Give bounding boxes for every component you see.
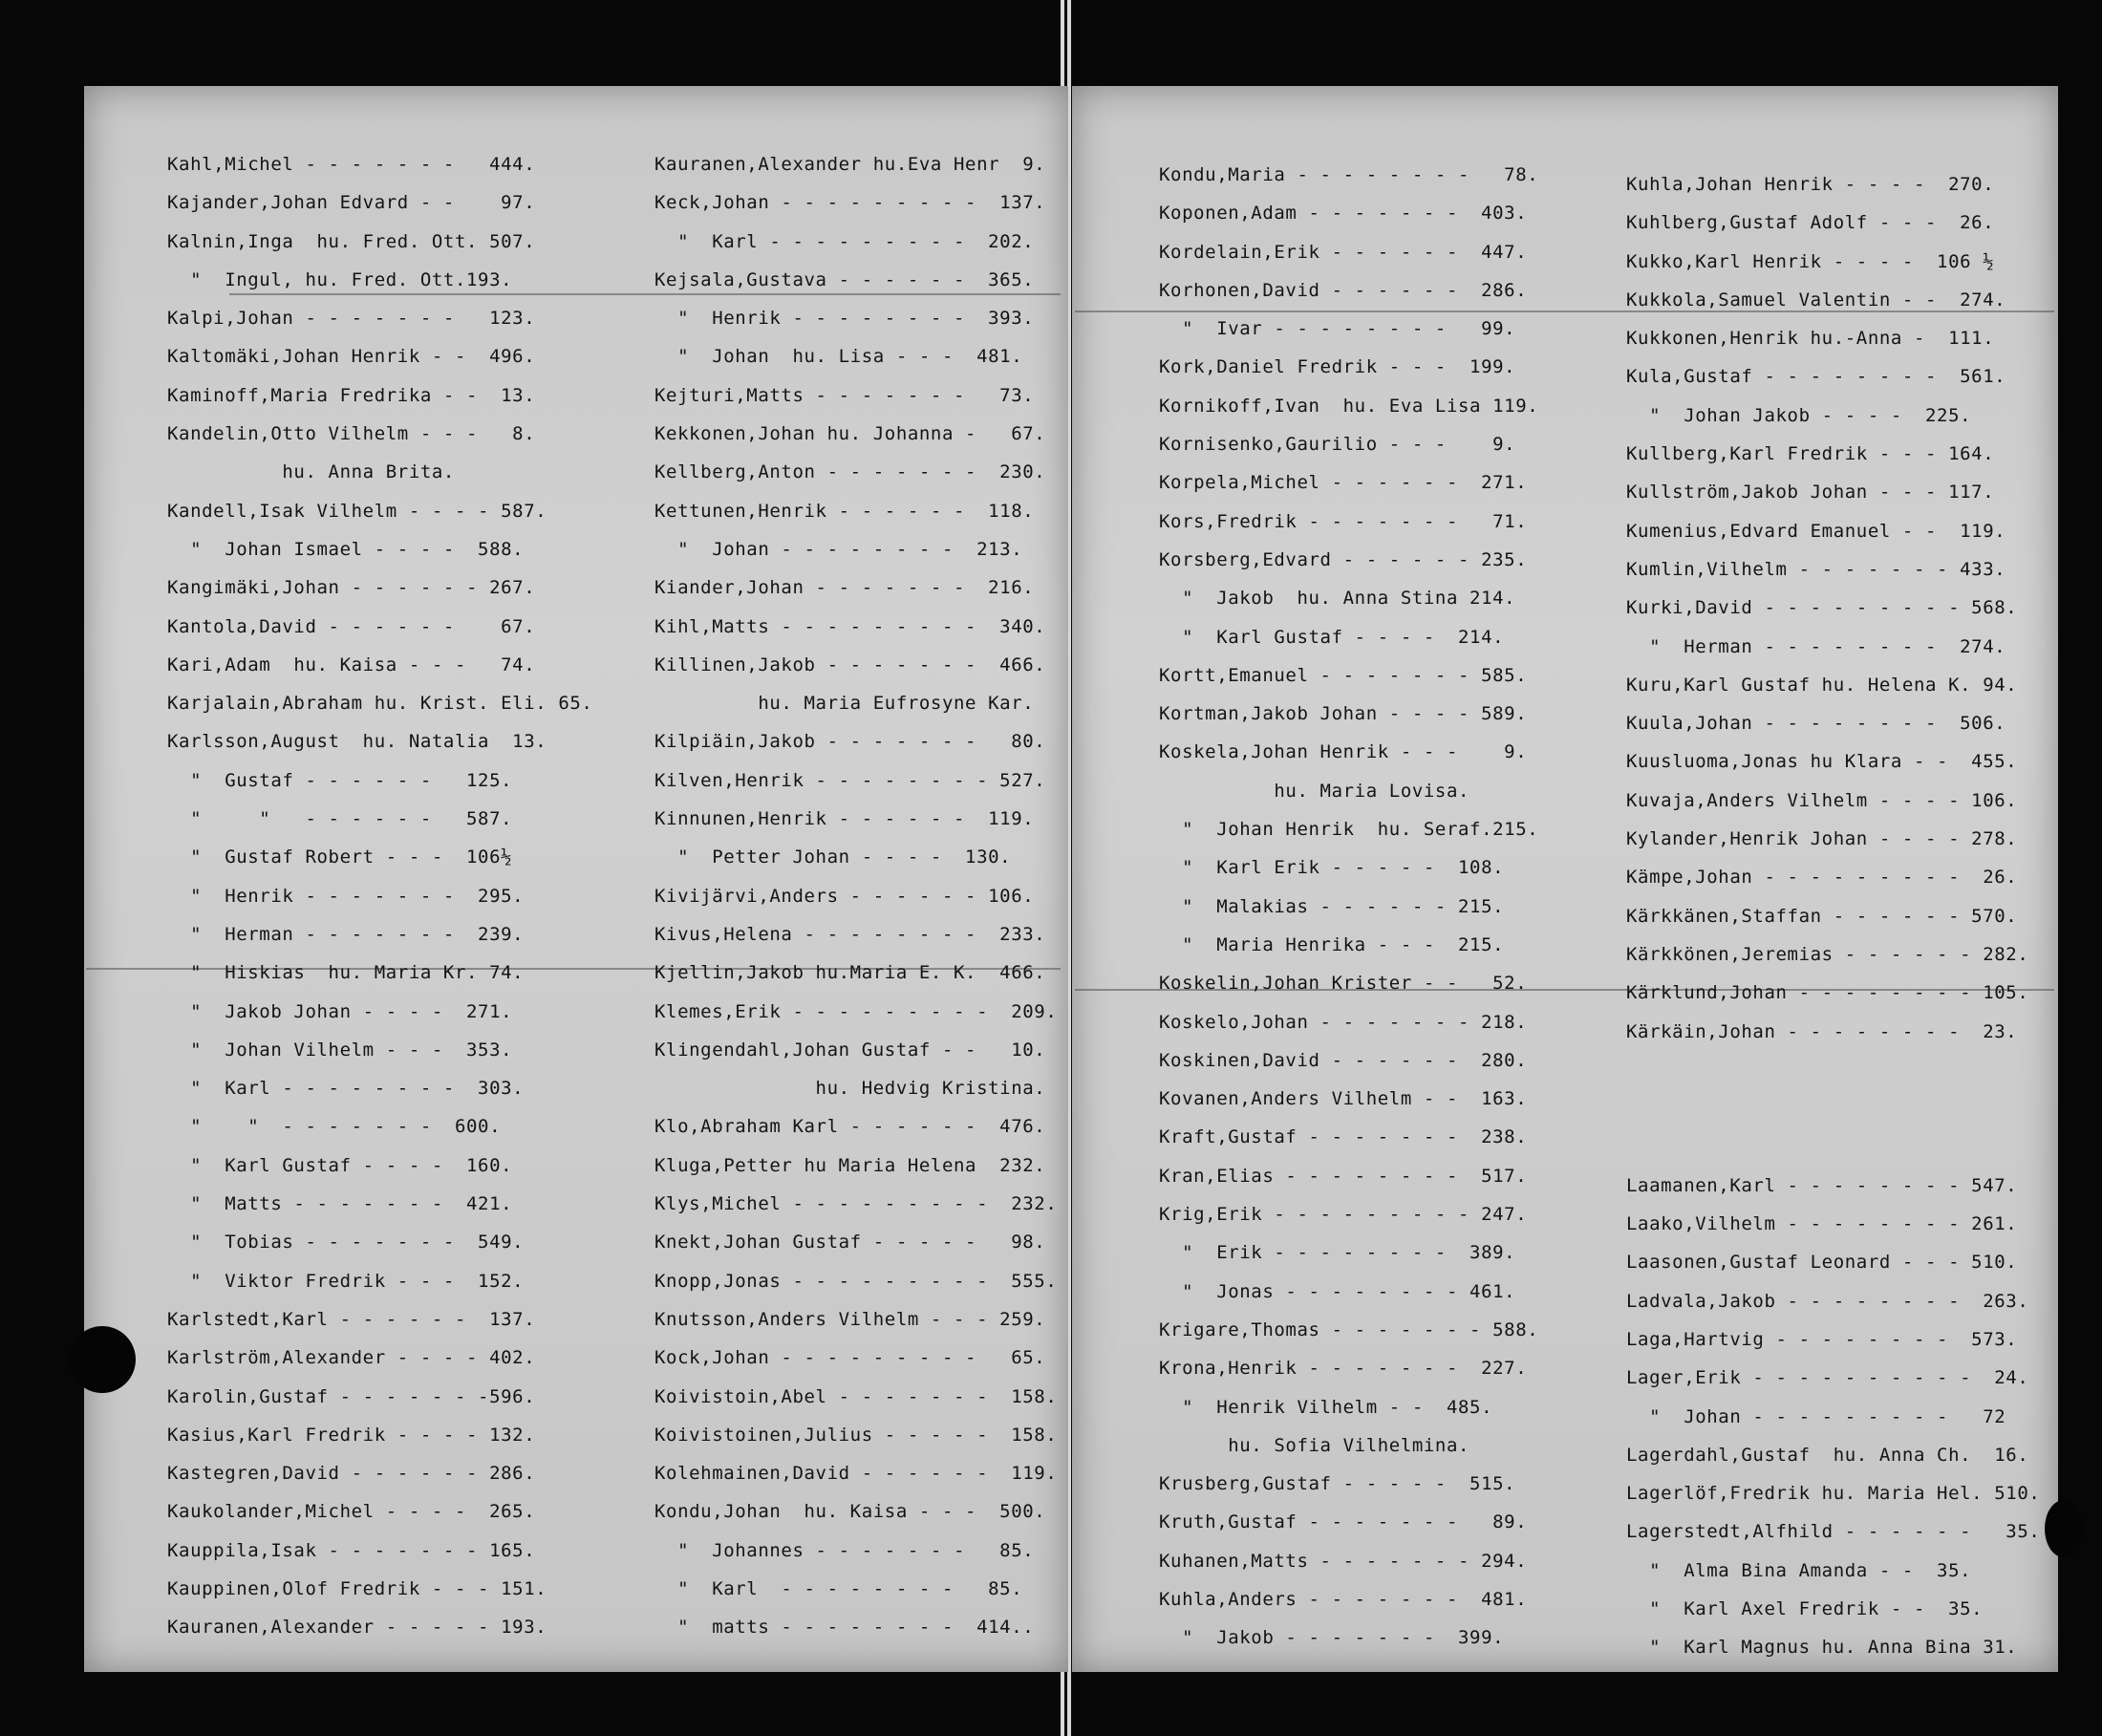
index-entry: hu. Sofia Vilhelmina. (1159, 1434, 1470, 1456)
index-entry: " Henrik - - - - - - - - 393. (654, 308, 1035, 330)
index-entry: " Karl - - - - - - - - - 202. (654, 230, 1035, 252)
index-entry: Kantola,David - - - - - - 67. (167, 615, 536, 637)
index-entry: Krusberg,Gustaf - - - - - 515. (1159, 1473, 1516, 1495)
index-entry: Keck,Johan - - - - - - - - - 137. (654, 192, 1046, 214)
index-entry: Kurki,David - - - - - - - - - 568. (1626, 597, 2018, 619)
index-entry: Karjalain,Abraham hu. Krist. Eli. 65. (167, 693, 593, 715)
index-entry: Kuhlberg,Gustaf Adolf - - - 26. (1626, 212, 1995, 234)
index-entry: " Maria Henrika - - - 215. (1159, 933, 1505, 955)
index-entry: Kihl,Matts - - - - - - - - - 340. (654, 615, 1046, 637)
index-entry: Klemes,Erik - - - - - - - - - 209. (654, 1000, 1058, 1022)
index-entry (1626, 1051, 2040, 1089)
index-entry: Kukko,Karl Henrik - - - - 106 ½ (1626, 250, 1995, 272)
index-entry: Kandelin,Otto Vilhelm - - - 8. (167, 423, 536, 445)
index-entry: Kondu,Maria - - - - - - - - 78. (1159, 164, 1539, 185)
index-entry: Krona,Henrik - - - - - - - 227. (1159, 1358, 1528, 1380)
index-entry: Killinen,Jakob - - - - - - - 466. (654, 654, 1046, 675)
index-entry: Kastegren,David - - - - - - 286. (167, 1463, 536, 1485)
index-entry: " Erik - - - - - - - - 389. (1159, 1242, 1516, 1264)
index-entry: " Herman - - - - - - - - 274. (1626, 635, 2006, 657)
index-entry: Koponen,Adam - - - - - - - 403. (1159, 203, 1528, 225)
index-entry: Kylander,Henrik Johan - - - - 278. (1626, 828, 2018, 850)
index-entry: Kula,Gustaf - - - - - - - - 561. (1626, 366, 2006, 388)
index-entry: Kuhla,Anders - - - - - - - 481. (1159, 1588, 1528, 1610)
index-entry: " Jakob hu. Anna Stina 214. (1159, 588, 1516, 610)
index-entry: Kuusluoma,Jonas hu Klara - - 455. (1626, 751, 2018, 773)
index-entry: Kasius,Karl Fredrik - - - - 132. (167, 1424, 536, 1446)
index-entry: Kukkola,Samuel Valentin - - 274. (1626, 289, 2006, 311)
index-entry: Laasonen,Gustaf Leonard - - - 510. (1626, 1252, 2018, 1274)
index-entry: Kärklund,Johan - - - - - - - - 105. (1626, 982, 2029, 1004)
index-entry: Karlström,Alexander - - - - 402. (167, 1347, 536, 1369)
index-entry: Kejsala,Gustava - - - - - - 365. (654, 268, 1035, 290)
index-entry: " Ingul, hu. Fred. Ott.193. (167, 268, 513, 290)
index-entry: Kauranen,Alexander hu.Eva Henr 9. (654, 154, 1046, 175)
index-entry: " Matts - - - - - - - 421. (167, 1193, 513, 1215)
index-entry: Kämpe,Johan - - - - - - - - - 26. (1626, 867, 2018, 889)
index-entry: Kuhla,Johan Henrik - - - - 270. (1626, 174, 1995, 195)
index-entry: Koskela,Johan Henrik - - - 9. (1159, 741, 1528, 763)
index-entry: Kuhanen,Matts - - - - - - - 294. (1159, 1550, 1528, 1572)
index-entry: Krig,Erik - - - - - - - - - 247. (1159, 1204, 1528, 1226)
index-entry: Kekkonen,Johan hu. Johanna - 67. (654, 423, 1046, 445)
index-entry: Kuula,Johan - - - - - - - - 506. (1626, 713, 2006, 735)
index-entry: " Karl - - - - - - - - 85. (654, 1577, 1023, 1599)
index-entry: hu. Maria Lovisa. (1159, 780, 1470, 802)
index-entry: Knutsson,Anders Vilhelm - - - 259. (654, 1308, 1046, 1330)
index-entry: Kolehmainen,David - - - - - - 119. (654, 1463, 1058, 1485)
index-entry: " Karl Magnus hu. Anna Bina 31. (1626, 1637, 2018, 1659)
index-entry: Kellberg,Anton - - - - - - - 230. (654, 461, 1046, 483)
index-entry: Kortman,Jakob Johan - - - - 589. (1159, 703, 1528, 725)
index-entry: " Johan - - - - - - - - - 72 (1626, 1405, 2006, 1427)
index-entry: Kinnunen,Henrik - - - - - - 119. (654, 808, 1035, 830)
index-column-2 (654, 145, 1057, 1647)
index-entry: " Henrik Vilhelm - - 485. (1159, 1396, 1493, 1418)
index-entry: Kumlin,Vilhelm - - - - - - - 433. (1626, 558, 2006, 580)
index-entry: " Jonas - - - - - - - - 461. (1159, 1280, 1516, 1302)
index-entry (1626, 1089, 2040, 1127)
index-entry: Kock,Johan - - - - - - - - - 65. (654, 1347, 1046, 1369)
index-entry: Kaukolander,Michel - - - - 265. (167, 1501, 536, 1523)
index-entry: Koskelin,Johan Krister - - 52. (1159, 973, 1528, 995)
index-entry: Laako,Vilhelm - - - - - - - - 261. (1626, 1213, 2018, 1235)
index-entry: Kauranen,Alexander - - - - - 193. (167, 1617, 547, 1639)
index-entry: Knekt,Johan Gustaf - - - - - 98. (654, 1232, 1046, 1254)
index-entry: " Herman - - - - - - - 239. (167, 923, 525, 945)
index-entry: hu. Hedvig Kristina. (654, 1078, 1046, 1100)
index-entry: Kandell,Isak Vilhelm - - - - 587. (167, 500, 547, 522)
index-entry: Kullberg,Karl Fredrik - - - 164. (1626, 443, 1995, 465)
index-entry: Karlstedt,Karl - - - - - - 137. (167, 1308, 536, 1330)
index-entry: Kangimäki,Johan - - - - - - 267. (167, 577, 536, 599)
index-entry: " matts - - - - - - - - 414.. (654, 1617, 1035, 1639)
index-entry: Kivijärvi,Anders - - - - - - 106. (654, 885, 1035, 907)
index-entry: Kalnin,Inga hu. Fred. Ott. 507. (167, 230, 536, 252)
index-entry: Kors,Fredrik - - - - - - - 71. (1159, 510, 1528, 532)
index-entry: " Karl Axel Fredrik - - 35. (1626, 1597, 1984, 1619)
index-entry: " Jakob - - - - - - - 399. (1159, 1627, 1505, 1649)
index-entry: " Johan Jakob - - - - 225. (1626, 404, 1972, 426)
index-entry: Kaltomäki,Johan Henrik - - 496. (167, 346, 536, 368)
index-entry: Kordelain,Erik - - - - - - 447. (1159, 241, 1528, 263)
index-entry: Kalpi,Johan - - - - - - - 123. (167, 308, 536, 330)
ink-blot (69, 1326, 136, 1393)
index-entry: Kivus,Helena - - - - - - - - 233. (654, 923, 1046, 945)
ink-blot (2045, 1500, 2083, 1557)
index-entry: Kuvaja,Anders Vilhelm - - - - 106. (1626, 789, 2018, 811)
index-entry: " Johan Ismael - - - - 588. (167, 538, 525, 560)
index-entry: " Karl - - - - - - - - 303. (167, 1078, 525, 1100)
index-entry: Kari,Adam hu. Kaisa - - - 74. (167, 654, 536, 675)
index-entry: Koskinen,David - - - - - - 280. (1159, 1049, 1528, 1071)
index-entry: Kruth,Gustaf - - - - - - - 89. (1159, 1511, 1528, 1533)
index-entry: Karlsson,August hu. Natalia 13. (167, 731, 547, 753)
index-column-1 (167, 145, 592, 1647)
index-entry: " Johan Vilhelm - - - 353. (167, 1039, 513, 1061)
index-entry: Kahl,Michel - - - - - - - 444. (167, 154, 536, 175)
index-entry: Kornikoff,Ivan hu. Eva Lisa 119. (1159, 395, 1539, 417)
index-entry: " Gustaf - - - - - - 125. (167, 769, 513, 791)
index-entry: " Alma Bina Amanda - - 35. (1626, 1559, 1972, 1581)
index-entry: hu. Anna Brita. (167, 461, 455, 483)
index-entry: Kukkonen,Henrik hu.-Anna - 111. (1626, 328, 1995, 350)
index-entry: Kullström,Jakob Johan - - - 117. (1626, 482, 1995, 504)
index-entry: Koivistoin,Abel - - - - - - - 158. (654, 1385, 1058, 1407)
index-entry: Kortt,Emanuel - - - - - - - 585. (1159, 664, 1528, 686)
index-entry: Kärkkänen,Staffan - - - - - - 570. (1626, 905, 2018, 927)
index-entry: " Tobias - - - - - - - 549. (167, 1232, 525, 1254)
index-entry: Klo,Abraham Karl - - - - - - 476. (654, 1116, 1046, 1138)
index-entry: Kiander,Johan - - - - - - - 216. (654, 577, 1035, 599)
index-entry: Laamanen,Karl - - - - - - - - 547. (1626, 1174, 2018, 1196)
index-entry: Kilven,Henrik - - - - - - - - 527. (654, 769, 1046, 791)
index-entry: Kaminoff,Maria Fredrika - - 13. (167, 384, 536, 406)
index-entry: Korsberg,Edvard - - - - - - 235. (1159, 548, 1528, 570)
index-entry: " Ivar - - - - - - - - 99. (1159, 318, 1516, 340)
index-entry: Klys,Michel - - - - - - - - - 232. (654, 1193, 1058, 1215)
index-entry: " Johan - - - - - - - - 213. (654, 538, 1023, 560)
index-entry: Kovanen,Anders Vilhelm - - 163. (1159, 1088, 1528, 1110)
index-entry: " Karl Gustaf - - - - 214. (1159, 626, 1505, 648)
index-entry: " Viktor Fredrik - - - 152. (167, 1270, 525, 1292)
index-entry: Kuru,Karl Gustaf hu. Helena K. 94. (1626, 674, 2018, 696)
index-entry: " Hiskias hu. Maria Kr. 74. (167, 962, 525, 984)
index-entry: Kajander,Johan Edvard - - 97. (167, 192, 536, 214)
index-entry: Knopp,Jonas - - - - - - - - - 555. (654, 1270, 1058, 1292)
index-entry: Lagerlöf,Fredrik hu. Maria Hel. 510. (1626, 1483, 2041, 1505)
index-entry: Koivistoinen,Julius - - - - - 158. (654, 1424, 1058, 1446)
index-entry: Laga,Hartvig - - - - - - - - 573. (1626, 1328, 2018, 1350)
index-entry: " Gustaf Robert - - - 106½ (167, 847, 513, 868)
index-entry: " " - - - - - - - 600. (167, 1116, 502, 1138)
index-column-3 (1159, 156, 1538, 1658)
index-entry: " Malakias - - - - - - 215. (1159, 895, 1505, 917)
index-entry: " Petter Johan - - - - 130. (654, 847, 1012, 868)
index-entry: " Karl Erik - - - - - 108. (1159, 857, 1505, 879)
index-entry (1626, 1127, 2040, 1166)
index-entry: Karolin,Gustaf - - - - - - -596. (167, 1385, 536, 1407)
index-entry: Lagerstedt,Alfhild - - - - - - 35. (1626, 1521, 2041, 1543)
index-entry: Ladvala,Jakob - - - - - - - - 263. (1626, 1290, 2029, 1312)
index-entry: Kauppinen,Olof Fredrik - - - 151. (167, 1577, 547, 1599)
index-entry: " Henrik - - - - - - - 295. (167, 885, 525, 907)
index-entry: " Johannes - - - - - - - 85. (654, 1539, 1035, 1561)
index-entry: Kumenius,Edvard Emanuel - - 119. (1626, 520, 2006, 542)
index-entry: Kraft,Gustaf - - - - - - - 238. (1159, 1126, 1528, 1148)
index-entry: Kettunen,Henrik - - - - - - 118. (654, 500, 1035, 522)
index-column-4 (1626, 165, 2040, 1667)
index-entry: Kejturi,Matts - - - - - - - 73. (654, 384, 1035, 406)
index-entry: " Karl Gustaf - - - - 160. (167, 1154, 513, 1176)
index-entry: Koskelo,Johan - - - - - - - 218. (1159, 1011, 1528, 1033)
index-entry: hu. Maria Eufrosyne Kar. (654, 693, 1035, 715)
index-entry: Lagerdahl,Gustaf hu. Anna Ch. 16. (1626, 1444, 2029, 1466)
index-entry: Klingendahl,Johan Gustaf - - 10. (654, 1039, 1046, 1061)
index-entry: " " - - - - - - 587. (167, 808, 513, 830)
index-entry: " Johan hu. Lisa - - - 481. (654, 346, 1023, 368)
index-entry: Korpela,Michel - - - - - - 271. (1159, 472, 1528, 494)
index-entry: Kärkäin,Johan - - - - - - - - 23. (1626, 1020, 2018, 1042)
index-entry: Korhonen,David - - - - - - 286. (1159, 279, 1528, 301)
index-entry: Lager,Erik - - - - - - - - - - 24. (1626, 1367, 2029, 1389)
index-entry: Kärkkönen,Jeremias - - - - - - 282. (1626, 943, 2029, 965)
index-entry: Kluga,Petter hu Maria Helena 232. (654, 1154, 1046, 1176)
index-entry: Kjellin,Jakob hu.Maria E. K. 466. (654, 962, 1046, 984)
index-entry: Kornisenko,Gaurilio - - - 9. (1159, 434, 1516, 456)
index-entry: Krigare,Thomas - - - - - - - 588. (1159, 1318, 1539, 1340)
index-entry: Kilpiäin,Jakob - - - - - - - 80. (654, 731, 1046, 753)
index-entry: Kauppila,Isak - - - - - - - 165. (167, 1539, 536, 1561)
index-entry: " Jakob Johan - - - - 271. (167, 1000, 513, 1022)
index-entry: Kork,Daniel Fredrik - - - 199. (1159, 356, 1516, 378)
index-entry: Kran,Elias - - - - - - - - 517. (1159, 1165, 1528, 1187)
index-entry: Kondu,Johan hu. Kaisa - - - 500. (654, 1501, 1046, 1523)
index-entry: " Johan Henrik hu. Seraf.215. (1159, 819, 1539, 841)
